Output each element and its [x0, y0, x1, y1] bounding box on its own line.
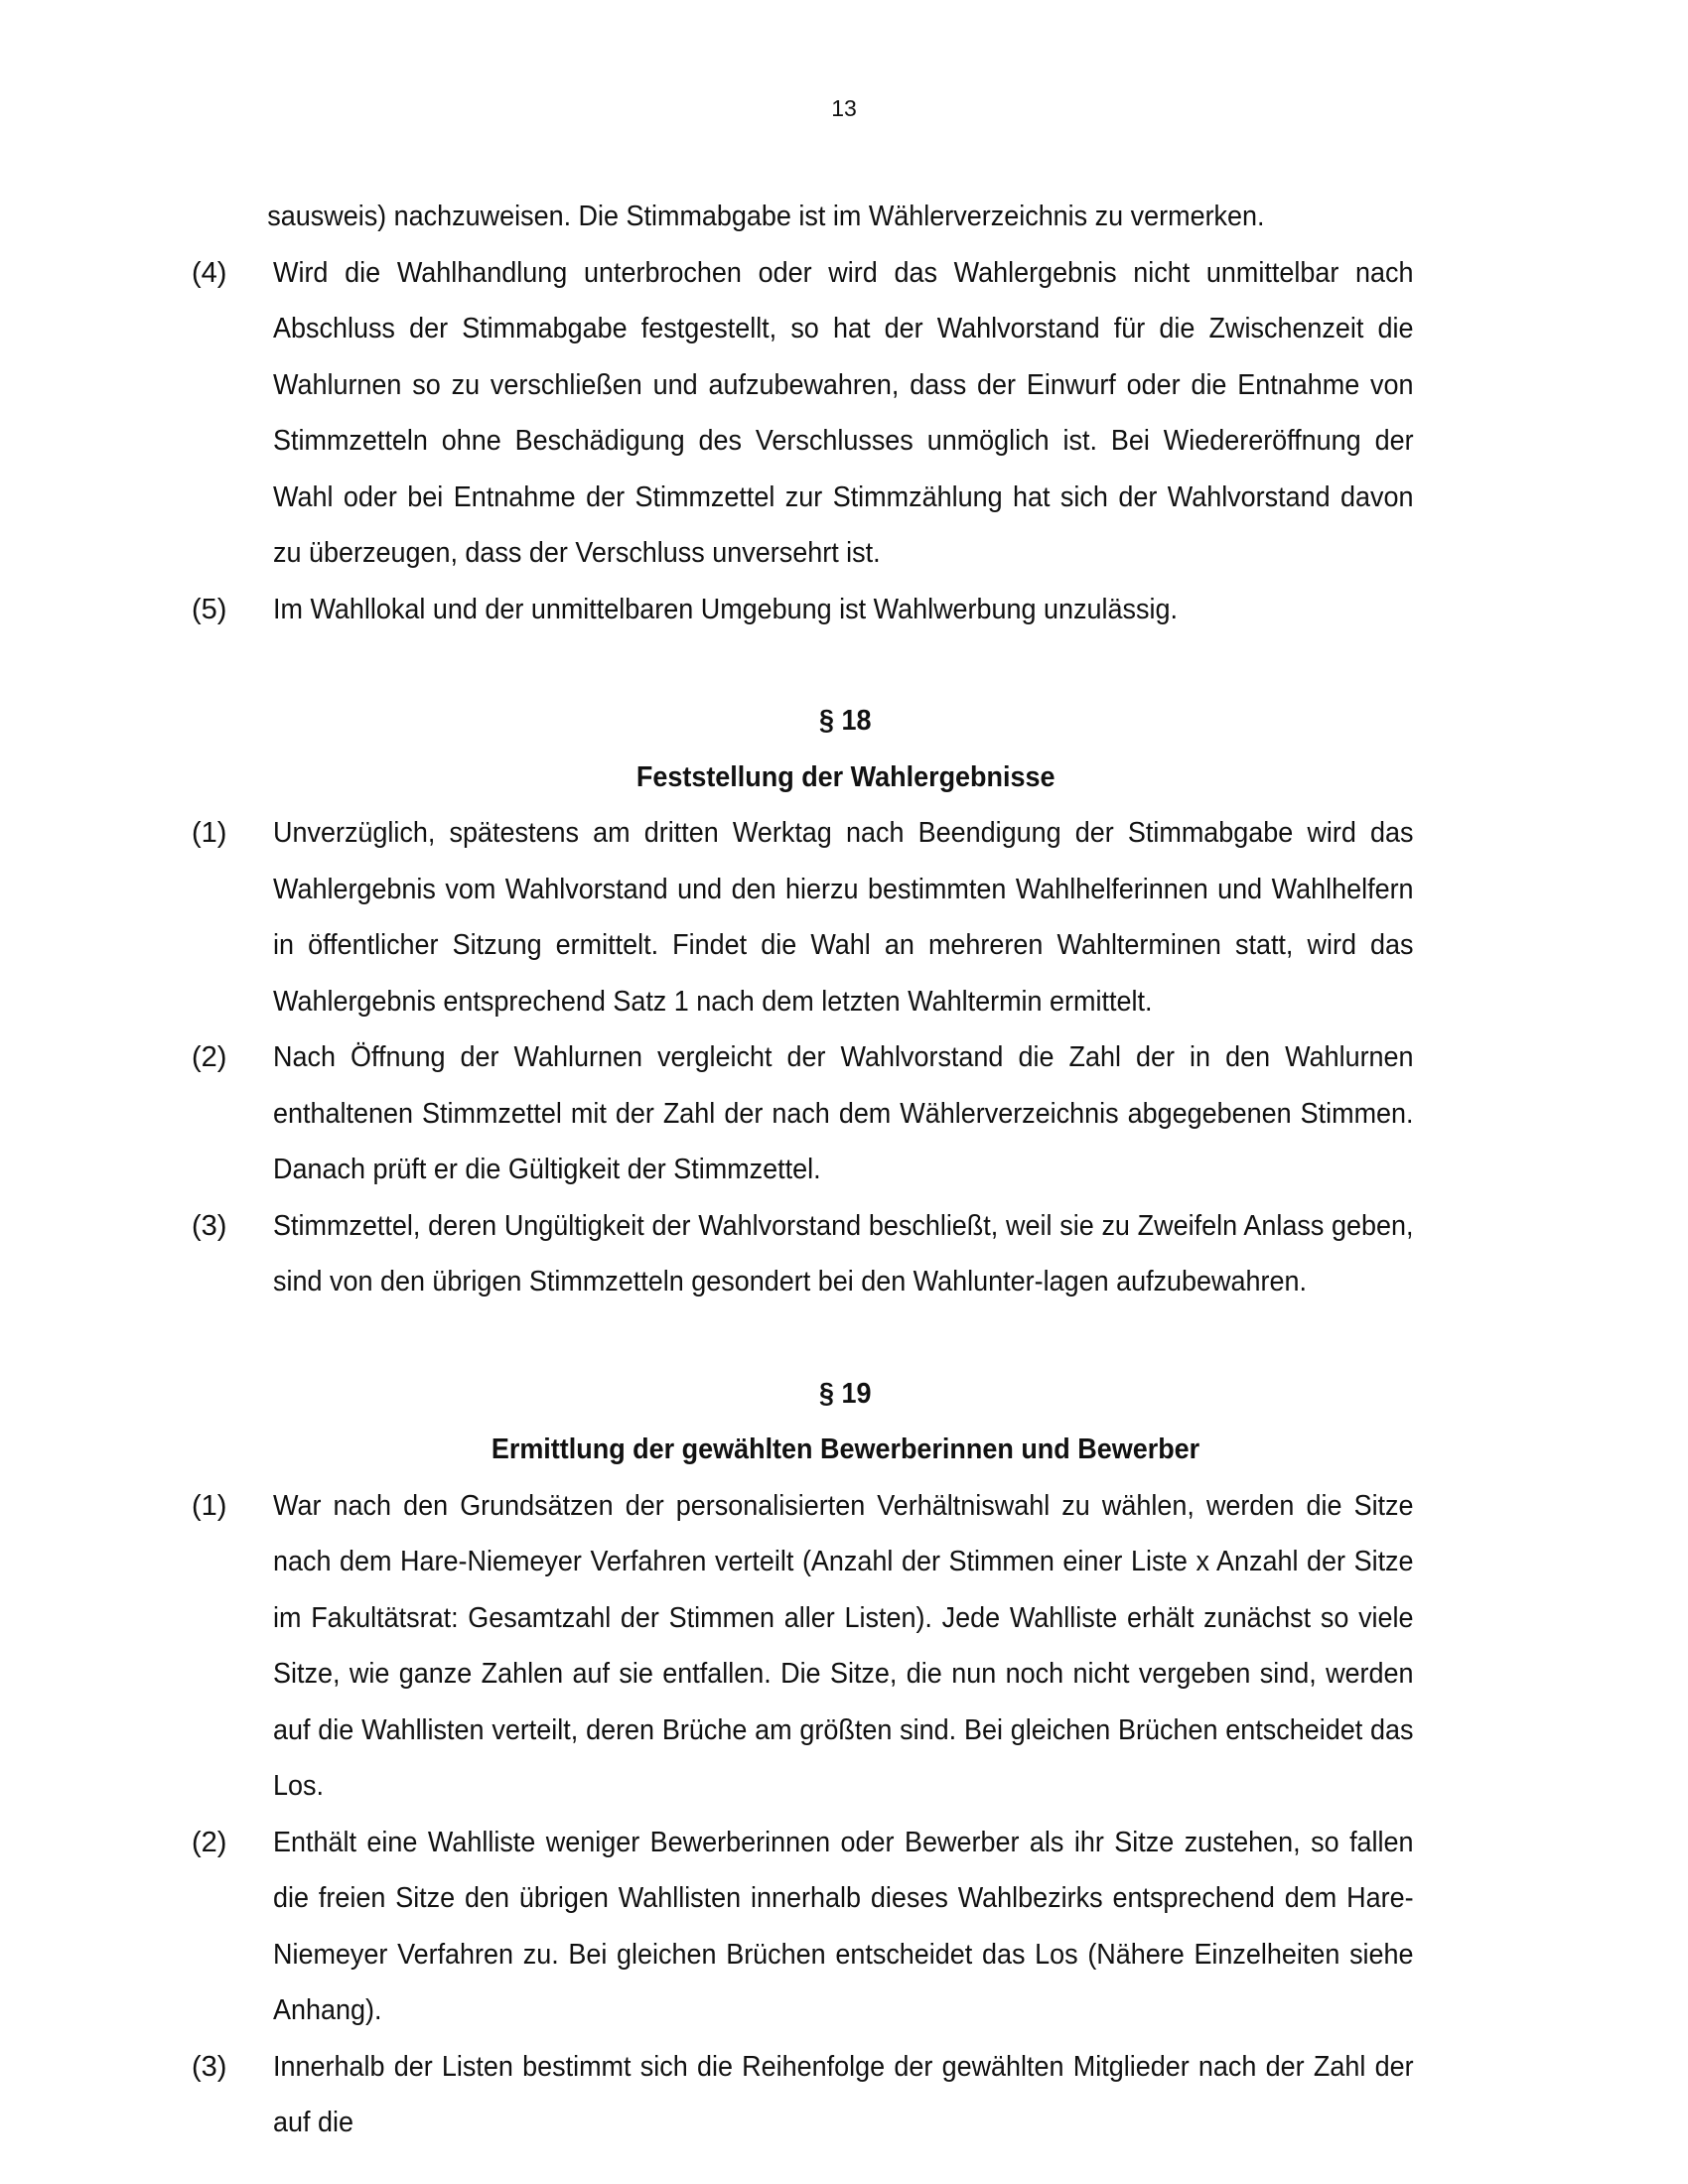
section-19-title — [192, 1422, 1499, 1478]
s18-paragraph-3 — [192, 1198, 1499, 1310]
intro-line: sausweis) nachzuweisen. Die Stimmabgabe ist im Wählerverzeichnis zu vermerken. — [267, 201, 1265, 232]
s18-paragraph-1 — [192, 805, 1499, 1029]
paragraph-text: Wird die Wahlhandlung unterbrochen oder wird das Wahlergebnis nicht unmittelbar nach Abschluss der Stimmabgabe festgestellt, so hat der Wahlvorstand für die Zwischenzeit die Wahlurnen so zu verschließen und aufzubewahren, dass der Einwurf oder die Entnahme von Stimmzetteln ohne Beschädigung des Verschlusses unmöglich ist. Bei Wiedereröffnung der Wahl oder bei Entnahme der Stimmzettel zur Stimmzählung hat sich der Wahlvorstand davon zu überzeugen, dass der Verschluss unversehrt ist. — [273, 256, 1414, 569]
page-number: 13 — [831, 95, 857, 121]
paragraph-number: (3) — [192, 1209, 227, 1242]
section-spacer — [192, 637, 1499, 693]
s17-paragraph-5 — [192, 582, 1499, 638]
paragraph-text: War nach den Grundsätzen der personalisierten Verhältniswahl zu wählen, werden die Sitze nach dem Hare-Niemeyer Verfahren verteilt (Anzahl der Stimmen einer Liste x Anzahl der Sitze im Fakultätsrat: Gesamtzahl der Stimmen aller Listen). Jede Wahlliste erhält zunächst so viele Sitze, wie ganze Zahlen auf sie entfallen. Die Sitze, die nun noch nicht vergeben sind, werden auf die Wahllisten verteilt, deren Brüche am größten sind. Bei gleichen Brüchen entscheidet das Los. — [273, 1489, 1414, 1802]
paragraph-number: (2) — [192, 1041, 227, 1073]
section-18-number — [192, 693, 1499, 750]
section-18-title — [192, 750, 1499, 806]
s19-paragraph-1 — [192, 1478, 1499, 1815]
paragraph-text: Innerhalb der Listen bestimmt sich die Reihenfolge der gewählten Mitglieder nach der Zahl der auf die — [273, 2050, 1414, 2138]
document-body — [192, 189, 1499, 2151]
paragraph-text: Nach Öffnung der Wahlurnen vergleicht der Wahlvorstand die Zahl der in den Wahlurnen enthaltenen Stimmzettel mit der Zahl der nach dem Wählerverzeichnis abgegebenen Stimmen. Danach prüft er die Gültigkeit der Stimmzettel. — [273, 1041, 1414, 1185]
s17-paragraph-4 — [192, 245, 1499, 582]
paragraph-number: (1) — [192, 1489, 227, 1522]
section-19-title-text: Ermittlung der gewählten Bewerberinnen und Bewerber — [491, 1433, 1200, 1465]
section-19-number-text: § 19 — [819, 1377, 872, 1410]
section-18-number-text: § 18 — [819, 705, 872, 737]
paragraph-number: (5) — [192, 593, 227, 625]
s19-paragraph-2 — [192, 1815, 1499, 2039]
paragraph-number: (4) — [192, 256, 227, 289]
section-spacer — [192, 1310, 1499, 1366]
paragraph-number: (1) — [192, 817, 227, 849]
paragraph-text: Unverzüglich, spätestens am dritten Werktag nach Beendigung der Stimmabgabe wird das Wahlergebnis vom Wahlvorstand und den hierzu bestimmten Wahlhelferinnen und Wahlhelfern in öffentlicher Sitzung ermittelt. Findet die Wahl an mehreren Wahlterminen statt, wird das Wahlergebnis entsprechend Satz 1 nach dem letzten Wahltermin ermittelt. — [273, 817, 1414, 1018]
paragraph-text: Enthält eine Wahlliste weniger Bewerberinnen oder Bewerber als ihr Sitze zustehen, so fallen die freien Sitze den übrigen Wahllisten innerhalb dieses Wahlbezirks entsprechend dem Hare-Niemeyer Verfahren zu. Bei gleichen Brüchen entscheidet das Los (Nähere Einzelheiten siehe Anhang). — [273, 1826, 1414, 2026]
s18-paragraph-2 — [192, 1029, 1499, 1198]
intro-continuation — [192, 189, 1499, 245]
paragraph-text: Im Wahllokal und der unmittelbaren Umgebung ist Wahlwerbung unzulässig. — [273, 593, 1178, 625]
paragraph-text: Stimmzettel, deren Ungültigkeit der Wahlvorstand beschließt, weil sie zu Zweifeln Anlass geben, sind von den übrigen Stimmzetteln gesondert bei den Wahlunter-lagen aufzubewahren. — [273, 1209, 1414, 1297]
s19-paragraph-3 — [192, 2039, 1499, 2151]
section-19-number — [192, 1366, 1499, 1423]
paragraph-number: (2) — [192, 1826, 227, 1858]
paragraph-number: (3) — [192, 2050, 227, 2083]
section-18-title-text: Feststellung der Wahlergebnisse — [635, 760, 1055, 793]
